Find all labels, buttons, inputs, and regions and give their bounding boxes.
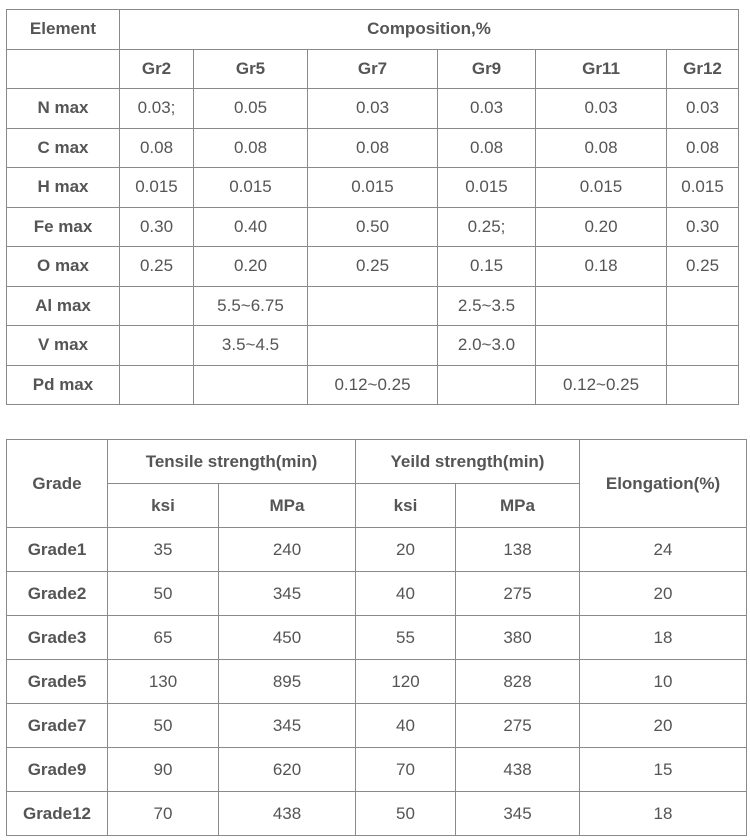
composition-value: 0.08 [667, 128, 739, 168]
elongation-value: 18 [580, 616, 747, 660]
tensile-strength-header: Tensile strength(min) [108, 440, 356, 484]
yield-ksi-header: ksi [356, 484, 456, 528]
elongation-value: 18 [580, 792, 747, 836]
tensile-mpa-value: 240 [219, 528, 356, 572]
yield-ksi-value: 40 [356, 572, 456, 616]
composition-table [6, 9, 739, 405]
yield-ksi-value: 120 [356, 660, 456, 704]
composition-row [7, 326, 739, 366]
element-name: V max [7, 326, 120, 366]
tensile-ksi-value: 90 [108, 748, 219, 792]
composition-value [536, 326, 667, 366]
tensile-ksi-value: 50 [108, 572, 219, 616]
composition-value: 0.25 [120, 247, 194, 287]
composition-value: 2.0~3.0 [438, 326, 536, 366]
tensile-ksi-value: 65 [108, 616, 219, 660]
tensile-mpa-value: 345 [219, 704, 356, 748]
composition-value: 3.5~4.5 [194, 326, 308, 366]
composition-value: 0.30 [120, 207, 194, 247]
composition-value: 0.08 [536, 128, 667, 168]
mechanical-body [7, 440, 747, 836]
grade-header-cell: Gr11 [536, 49, 667, 89]
composition-value: 0.015 [438, 168, 536, 208]
composition-row [7, 247, 739, 287]
grade-header-cell: Gr7 [308, 49, 438, 89]
elongation-value: 15 [580, 748, 747, 792]
composition-value: 0.15 [438, 247, 536, 287]
grade-header-blank [7, 49, 120, 89]
tensile-mpa-value: 450 [219, 616, 356, 660]
composition-value: 0.03 [667, 89, 739, 129]
composition-header-row [7, 10, 739, 50]
tensile-mpa-value: 438 [219, 792, 356, 836]
grade-header-row [7, 49, 739, 89]
composition-row [7, 89, 739, 129]
grade-name: Grade1 [7, 528, 108, 572]
tensile-mpa-value: 895 [219, 660, 356, 704]
yield-strength-header: Yeild strength(min) [356, 440, 580, 484]
yield-mpa-value: 380 [456, 616, 580, 660]
yield-ksi-value: 20 [356, 528, 456, 572]
yield-mpa-value: 438 [456, 748, 580, 792]
tensile-mpa-header: MPa [219, 484, 356, 528]
elongation-value: 10 [580, 660, 747, 704]
elongation-header: Elongation(%) [580, 440, 747, 528]
composition-value [438, 365, 536, 405]
grade-name: Grade9 [7, 748, 108, 792]
composition-header: Composition,% [120, 10, 739, 50]
composition-row [7, 365, 739, 405]
tensile-ksi-value: 35 [108, 528, 219, 572]
element-name: N max [7, 89, 120, 129]
composition-value: 0.015 [308, 168, 438, 208]
composition-row [7, 207, 739, 247]
composition-value: 0.08 [308, 128, 438, 168]
composition-row [7, 286, 739, 326]
tensile-ksi-value: 50 [108, 704, 219, 748]
composition-value: 0.03 [438, 89, 536, 129]
yield-mpa-value: 828 [456, 660, 580, 704]
composition-value: 2.5~3.5 [438, 286, 536, 326]
yield-mpa-value: 275 [456, 572, 580, 616]
grade-header: Grade [7, 440, 108, 528]
mechanical-row [7, 528, 747, 572]
mechanical-properties-table [6, 439, 747, 836]
composition-value: 0.18 [536, 247, 667, 287]
grade-header-cell: Gr2 [120, 49, 194, 89]
mechanical-row [7, 792, 747, 836]
tensile-ksi-value: 70 [108, 792, 219, 836]
composition-value: 0.015 [120, 168, 194, 208]
grade-name: Grade7 [7, 704, 108, 748]
element-name: C max [7, 128, 120, 168]
composition-value: 5.5~6.75 [194, 286, 308, 326]
composition-value: 0.015 [667, 168, 739, 208]
composition-value: 0.03 [536, 89, 667, 129]
element-name: Fe max [7, 207, 120, 247]
composition-value [120, 365, 194, 405]
composition-value: 0.08 [438, 128, 536, 168]
yield-ksi-value: 40 [356, 704, 456, 748]
composition-value [120, 286, 194, 326]
composition-value [120, 326, 194, 366]
composition-value [194, 365, 308, 405]
yield-mpa-value: 275 [456, 704, 580, 748]
tensile-ksi-value: 130 [108, 660, 219, 704]
composition-value: 0.20 [536, 207, 667, 247]
yield-ksi-value: 50 [356, 792, 456, 836]
yield-ksi-value: 55 [356, 616, 456, 660]
grade-header-cell: Gr12 [667, 49, 739, 89]
composition-value [667, 326, 739, 366]
elongation-value: 24 [580, 528, 747, 572]
composition-value: 0.08 [194, 128, 308, 168]
composition-value: 0.25 [308, 247, 438, 287]
mechanical-row [7, 616, 747, 660]
elongation-value: 20 [580, 704, 747, 748]
composition-value [308, 326, 438, 366]
composition-value: 0.30 [667, 207, 739, 247]
composition-value: 0.25; [438, 207, 536, 247]
composition-value: 0.015 [194, 168, 308, 208]
element-header: Element [7, 10, 120, 50]
composition-value [536, 286, 667, 326]
yield-mpa-value: 138 [456, 528, 580, 572]
composition-value: 0.12~0.25 [308, 365, 438, 405]
composition-value: 0.40 [194, 207, 308, 247]
grade-header-cell: Gr9 [438, 49, 536, 89]
grade-name: Grade5 [7, 660, 108, 704]
element-name: Al max [7, 286, 120, 326]
composition-value: 0.12~0.25 [536, 365, 667, 405]
composition-body [7, 10, 739, 405]
composition-value: 0.25 [667, 247, 739, 287]
element-name: H max [7, 168, 120, 208]
composition-value [667, 286, 739, 326]
tensile-ksi-header: ksi [108, 484, 219, 528]
mechanical-header-row [7, 440, 747, 484]
composition-value [667, 365, 739, 405]
mechanical-row [7, 704, 747, 748]
composition-value: 0.03 [308, 89, 438, 129]
mechanical-row [7, 660, 747, 704]
tensile-mpa-value: 620 [219, 748, 356, 792]
mechanical-row [7, 748, 747, 792]
composition-value: 0.015 [536, 168, 667, 208]
mechanical-row [7, 572, 747, 616]
composition-value: 0.08 [120, 128, 194, 168]
composition-value: 0.50 [308, 207, 438, 247]
composition-row [7, 168, 739, 208]
yield-ksi-value: 70 [356, 748, 456, 792]
composition-value: 0.20 [194, 247, 308, 287]
grade-name: Grade12 [7, 792, 108, 836]
composition-value [308, 286, 438, 326]
element-name: Pd max [7, 365, 120, 405]
grade-name: Grade2 [7, 572, 108, 616]
yield-mpa-value: 345 [456, 792, 580, 836]
grade-name: Grade3 [7, 616, 108, 660]
composition-row [7, 128, 739, 168]
composition-value: 0.05 [194, 89, 308, 129]
composition-value: 0.03; [120, 89, 194, 129]
elongation-value: 20 [580, 572, 747, 616]
grade-header-cell: Gr5 [194, 49, 308, 89]
yield-mpa-header: MPa [456, 484, 580, 528]
element-name: O max [7, 247, 120, 287]
tensile-mpa-value: 345 [219, 572, 356, 616]
